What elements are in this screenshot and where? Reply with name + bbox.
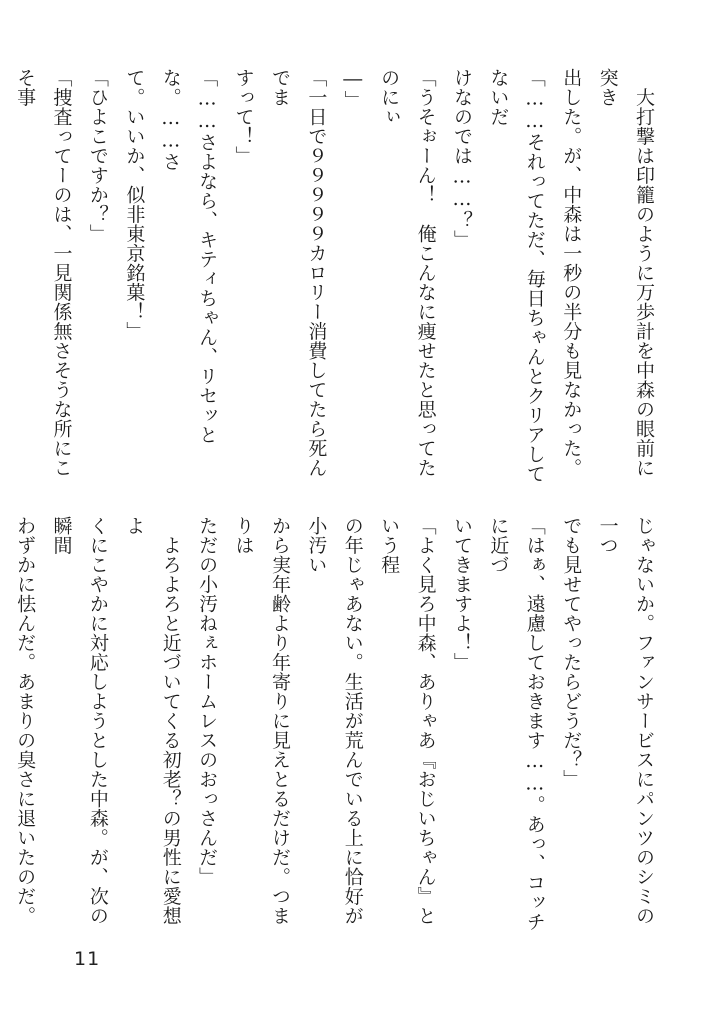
text-line: 「捜査ってーのは、一見関係無さそうな所にこそ事	[14, 68, 73, 478]
lower-text-tier	[14, 516, 662, 936]
text-line: 「ひよこですか？」	[86, 68, 109, 244]
text-line: ただの小汚ねぇホームレスのおっさんだ」	[196, 516, 219, 887]
text-line: 「はぁ、遠慮しておきます……。あっ、コッチに近づ	[487, 516, 546, 932]
text-line: くにこやかに対応しようとした中森。が、次の瞬間	[50, 516, 109, 926]
text-line: の年じゃあない。生活が荒んでいる上に恰好が小汚い	[305, 516, 364, 926]
text-line: 「……さよなら、キティちゃん、リセッとな。……さ	[159, 68, 219, 445]
text-line: わずかに怯んだ。あまりの臭さに退いたのだ。	[14, 516, 37, 926]
text-line: けなのでは……？」	[450, 68, 473, 250]
page-number: 11	[74, 948, 101, 970]
text-line: いてきますよ！」	[450, 516, 473, 672]
text-line: 大打撃は印籠のように万歩計を中森の眼前に突き	[596, 68, 655, 478]
text-line: 「よく見ろ中森、ありゃあ『おじいちゃん』という程	[378, 516, 437, 926]
text-line: ―」	[341, 68, 364, 110]
text-line: て。いいか、似非東京銘菓！」	[123, 68, 146, 341]
text-line: 「……それってただ、毎日ちゃんとクリアしてないだ	[487, 68, 546, 484]
text-line: でも見せてやったらどうだ？」	[560, 516, 583, 789]
text-line: 「うそぉーん！ 俺こんなに痩せたと思ってたのにぃ	[378, 68, 437, 478]
text-line: 出した。が、中森は一秒の半分も見なかった。	[560, 68, 583, 478]
text-line: から実年齢より年寄りに見えとるだけだ。つまりは	[232, 516, 291, 926]
text-line: 「一日で９９９９９カロリー消費してたら死んでま	[268, 68, 328, 478]
upper-text-tier	[14, 68, 662, 488]
text-line	[0, 68, 7, 488]
text-line: すって！」	[232, 68, 255, 166]
text-line: よろよろと近づいてくる初老？の男性に愛想よ	[123, 516, 182, 926]
text-line: じゃないか。ファンサービスにパンツのシミの一つ	[596, 516, 655, 926]
